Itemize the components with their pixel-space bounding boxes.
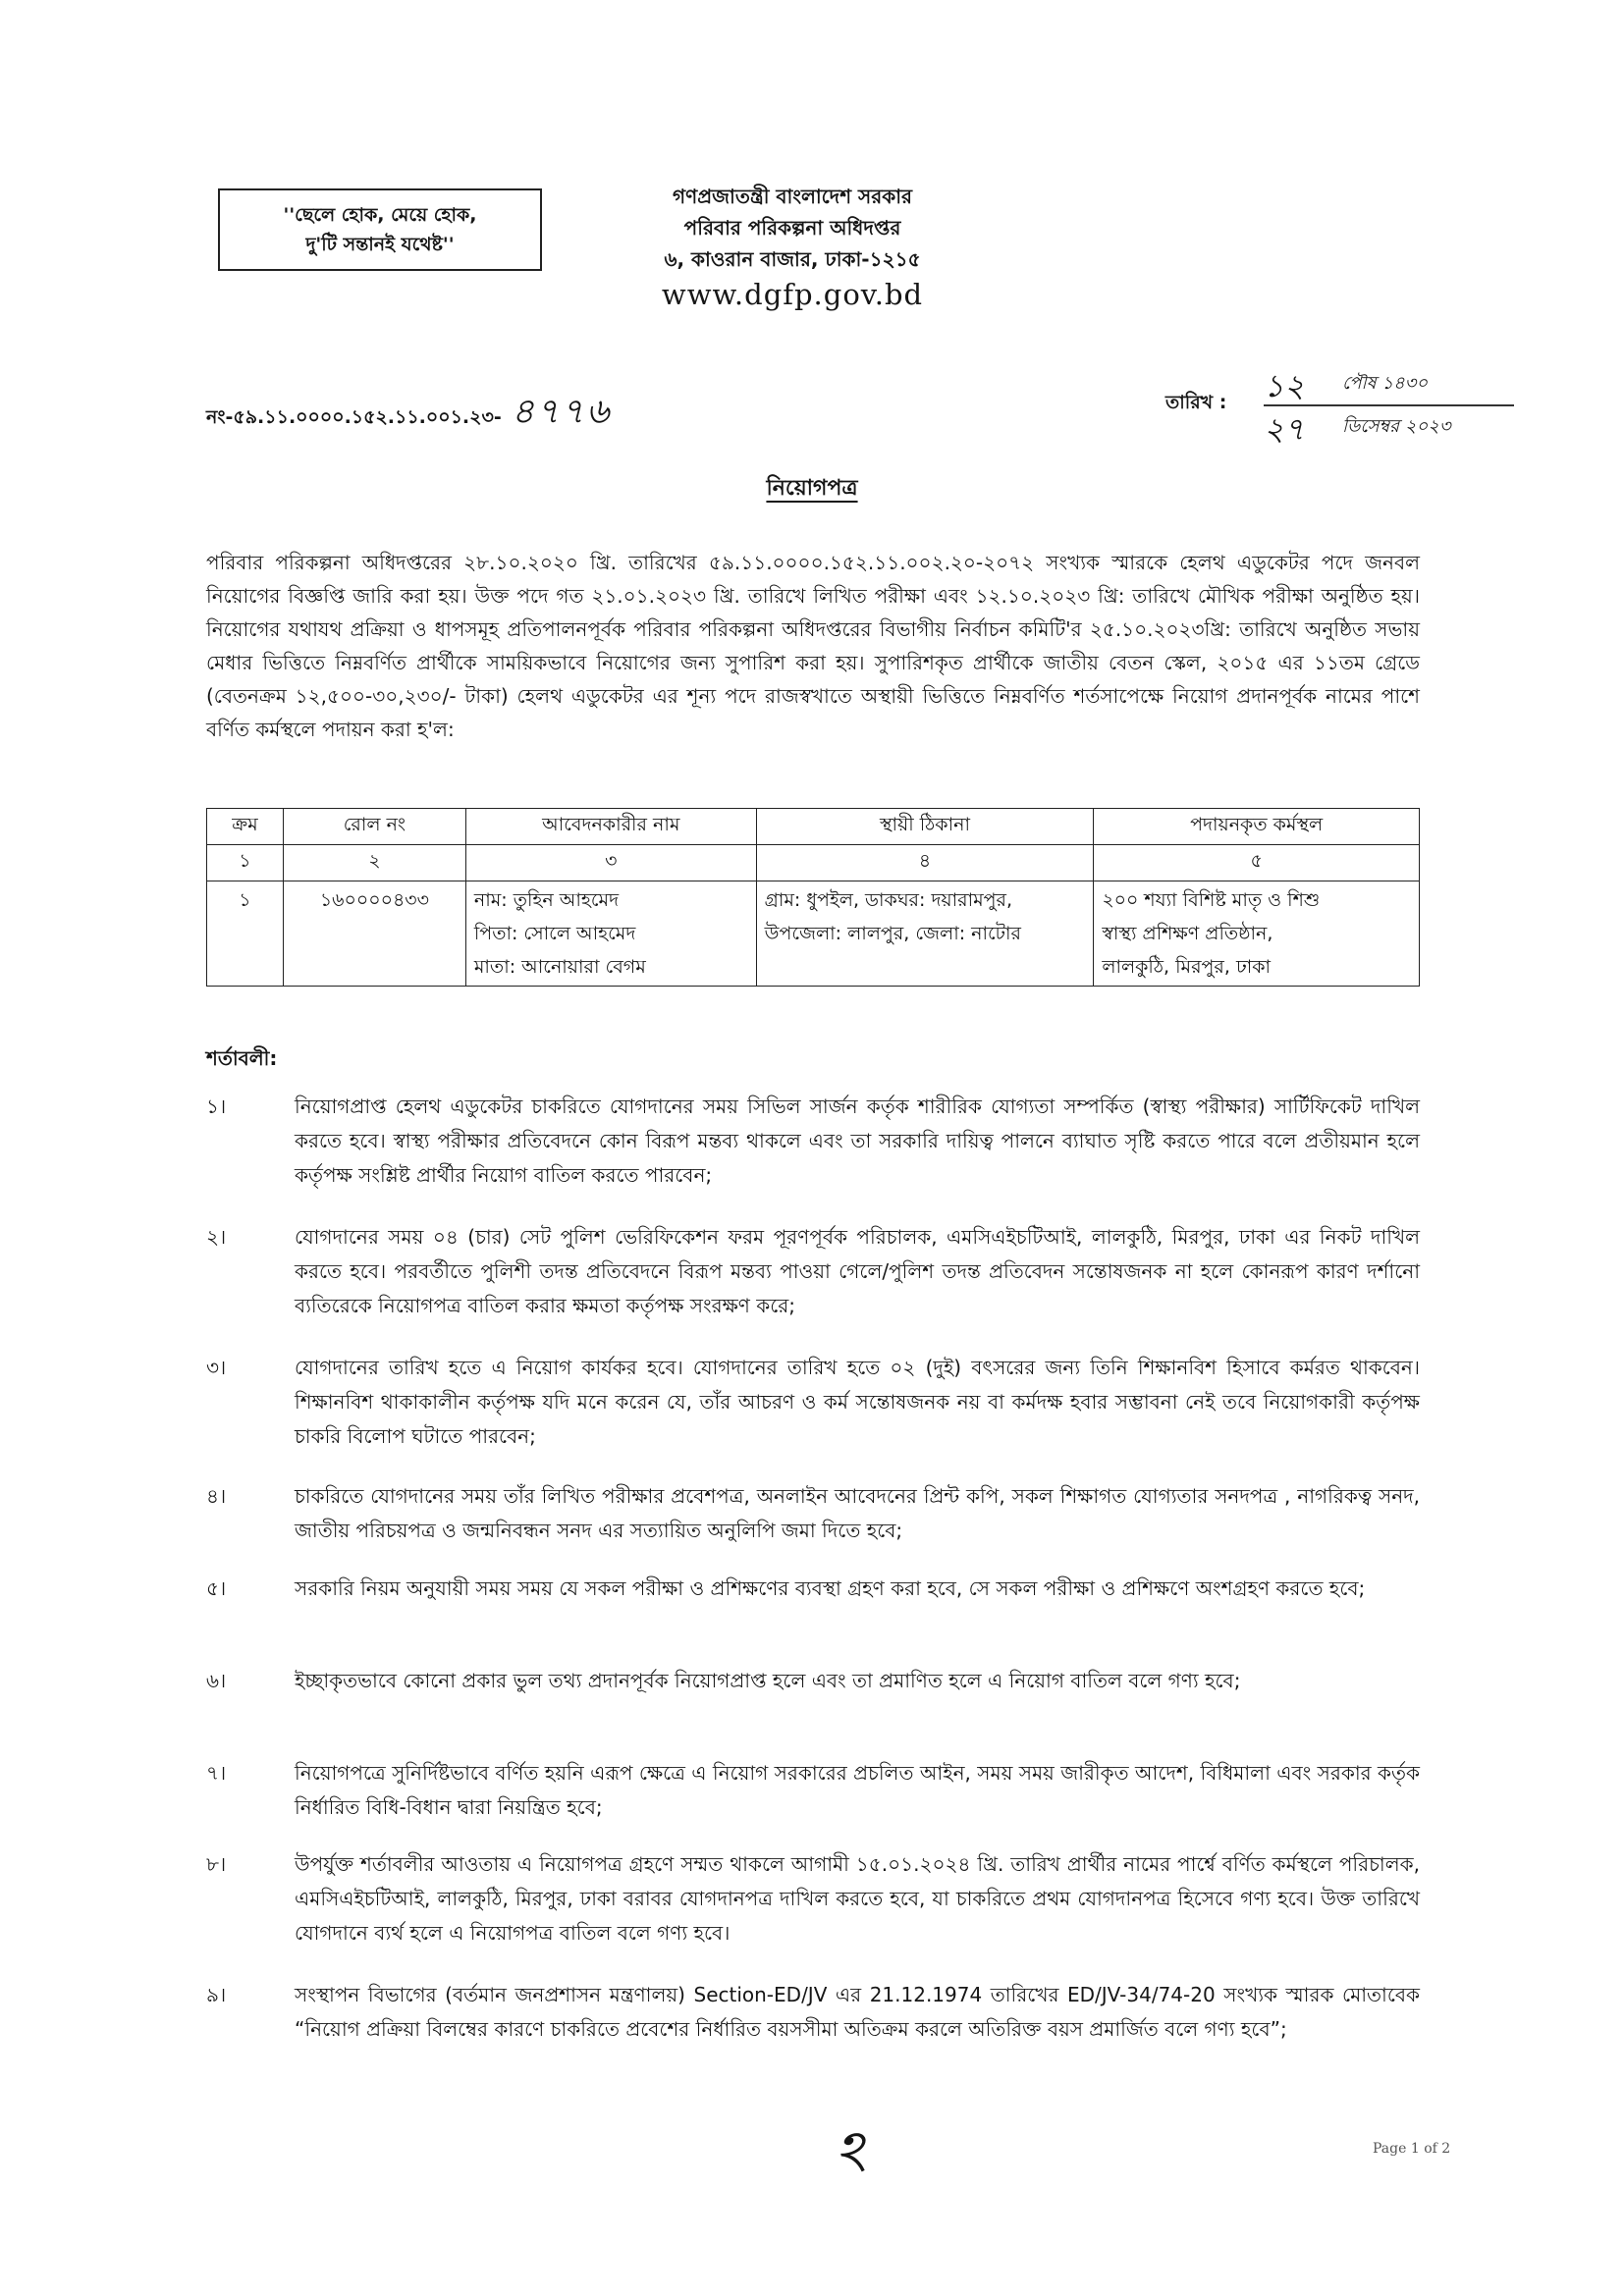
col-number: ৫: [1094, 845, 1420, 881]
page-number: Page 1 of 2: [1373, 2141, 1451, 2157]
cell-roll: ১৬০০০০৪৩৩: [283, 881, 465, 987]
cell-address: [756, 881, 1094, 987]
condition-item: [206, 1664, 1420, 1698]
col-header-roll: রোল নং: [283, 809, 465, 845]
slogan-line-1: ''ছেলে হোক, মেয়ে হোক,: [283, 204, 477, 226]
address-line: উপজেলা: লালপুর, জেলা: নাটোর: [764, 923, 1021, 944]
memo-handwritten-number: ৪৭৭৬: [511, 392, 612, 432]
col-header-serial: ক্রম: [207, 809, 284, 845]
department-name: পরিবার পরিকল্পনা অধিদপ্তর: [683, 216, 901, 240]
condition-text: উপর্যুক্ত শর্তাবলীর আওতায় এ নিয়োগপত্র গ্রহণে সম্মত থাকলে আগামী ১৫.০১.২০২৪ খ্রি. তারিখ প্রার্থীর নামের পার্শ্বে বর্ণিত কর্মস্থলে পরিচালক, এমসিএইচটিআই, লালকুঠি, মিরপুর, ঢাকা বরাবর যোগদানপত্র দাখিল করতে হবে, যা চাকরিতে প্রথম যোগদানপত্র হিসেবে গণ্য হবে। উক্ত তারিখে যোগদানে ব্যর্থ হলে এ নিয়োগপত্র বাতিল বলে গণ্য হবে।: [295, 1852, 1420, 1945]
condition-number: ২।: [206, 1225, 227, 1249]
letterhead: [616, 181, 969, 314]
condition-item: [206, 1351, 1420, 1454]
date-day-bangla: ১২: [1264, 367, 1305, 404]
address-line: গ্রাম: ধুপইল, ডাকঘর: দয়ারামপুর,: [764, 889, 1013, 911]
col-header-address: স্থায়ী ঠিকানা: [756, 809, 1094, 845]
slogan-line-2: দু'টি সন্তানই যথেষ্ট'': [305, 234, 455, 255]
date-month-bangla: পৌষ ১৪৩০: [1342, 373, 1429, 394]
date-label: তারিখ :: [1165, 392, 1227, 413]
date-month-english: ডিসেম্বর ২০২৩: [1342, 416, 1451, 437]
workplace-line: ২০০ শয্যা বিশিষ্ট মাতৃ ও শিশু: [1102, 889, 1321, 911]
col-number: ৪: [756, 845, 1094, 881]
condition-text: ইচ্ছাকৃতভাবে কোনো প্রকার ভুল তথ্য প্রদানপূর্বক নিয়োগপ্রাপ্ত হলে এবং তা প্রমাণিত হলে এ নিয়োগ বাতিল বলে গণ্য হবে;: [295, 1669, 1241, 1692]
condition-item: [206, 1220, 1420, 1323]
table-number-row: [207, 845, 1420, 881]
office-address: ৬, কাওরান বাজার, ঢাকা-১২১৫: [664, 247, 921, 271]
cell-workplace: [1094, 881, 1420, 987]
document-title: নিয়োগপত্র: [766, 476, 858, 501]
table-row: [207, 881, 1420, 987]
condition-text: নিয়োগপত্রে সুনির্দিষ্টভাবে বর্ণিত হয়নি এরূপ ক্ষেত্রে এ নিয়োগ সরকারের প্রচলিত আইন, সময় সময় জারীকৃত আদেশ, বিধিমালা এবং সরকার কর্তৃক নির্ধারিত বিধি-বিধান দ্বারা নিয়ন্ত্রিত হবে;: [295, 1761, 1420, 1819]
condition-number: ৪।: [206, 1484, 227, 1508]
document-title-wrap: [0, 471, 1624, 507]
col-number: ২: [283, 845, 465, 881]
condition-number: ৭।: [206, 1761, 227, 1785]
government-name: গণপ্রজাতন্ত্রী বাংলাদেশ সরকার: [673, 185, 912, 208]
workplace-line: লালকুঠি, মিরপুর, ঢাকা: [1102, 956, 1272, 978]
condition-number: ৯।: [206, 1983, 227, 2006]
condition-item: [206, 1756, 1420, 1825]
condition-text: সংস্থাপন বিভাগের (বর্তমান জনপ্রশাসন মন্ত্রণালয়) Section-ED/JV এর 21.12.1974 তারিখের ED/JV-34/74-20 সংখ্যক স্মারক মোতাবেক “নিয়োগ প্রক্রিয়া বিলম্বের কারণে চাকরিতে প্রবেশের নির্ধারিত বয়সসীমা অতিক্রম করলে অতিরিক্ত বয়স প্রমার্জিত বলে গণ্য হবে”;: [295, 1983, 1420, 2041]
col-header-workplace: পদায়নকৃত কর্মস্থল: [1094, 809, 1420, 845]
condition-number: ৬।: [206, 1669, 227, 1692]
condition-number: ৮।: [206, 1852, 227, 1876]
condition-text: সরকারি নিয়ম অনুযায়ী সময় সময় যে সকল পরীক্ষা ও প্রশিক্ষণের ব্যবস্থা গ্রহণ করা হবে, সে সকল পরীক্ষা ও প্রশিক্ষণে অংশগ্রহণ করতে হবে;: [295, 1576, 1366, 1600]
col-number: ১: [207, 845, 284, 881]
condition-item: [206, 1978, 1420, 2047]
intro-paragraph: পরিবার পরিকল্পনা অধিদপ্তরের ২৮.১০.২০২০ খ্রি. তারিখের ৫৯.১১.০০০০.১৫২.১১.০০২.২০-২০৭২ সংখ্যক স্মারকে হেলথ এডুকেটর পদে জনবল নিয়োগের বিজ্ঞপ্তি জারি করা হয়। উক্ত পদে গত ২১.০১.২০২৩ খ্রি. তারিখে লিখিত পরীক্ষা এবং ১২.১০.২০২৩ খ্রি: তারিখে মৌখিক পরীক্ষা অনুষ্ঠিত হয়। নিয়োগের যথাযথ প্রক্রিয়া ও ধাপসমূহ প্রতিপালনপূর্বক পরিবার পরিকল্পনা অধিদপ্তরের বিভাগীয় নির্বাচন কমিটি'র ২৫.১০.২০২৩খ্রি: তারিখে অনুষ্ঠিত সভায় মেধার ভিত্তিতে নিম্নবর্ণিত প্রার্থীকে সাময়িকভাবে নিয়োগের জন্য সুপারিশ করা হয়। সুপারিশকৃত প্রার্থীকে জাতীয় বেতন স্কেল, ২০১৫ এর ১১তম গ্রেডে (বেতনক্রম ১২,৫০০-৩০,২৩০/- টাকা) হেলথ এডুকেটর এর শূন্য পদে রাজস্বখাতে অস্থায়ী ভিত্তিতে নিম্নবর্ণিত শর্তসাপেক্ষে নিয়োগ প্রদানপূর্বক নামের পাশে বর্ণিত কর্মস্থলে পদায়ন করা হ'ল:: [206, 551, 1420, 741]
col-number: ৩: [465, 845, 756, 881]
date-day-english: ২৭: [1264, 410, 1305, 448]
condition-number: ১।: [206, 1095, 227, 1118]
condition-item: [206, 1847, 1420, 1950]
condition-text: যোগদানের সময় ০৪ (চার) সেট পুলিশ ভেরিফিকেশন ফরম পূরণপূর্বক পরিচালক, এমসিএইচটিআই, লালকুঠি, মিরপুর, ঢাকা এর নিকট দাখিল করতে হবে। পরবর্তীতে পুলিশী তদন্ত প্রতিবেদনে বিরূপ মন্তব্য পাওয়া গেলে/পুলিশ তদন্ত প্রতিবেদন সন্তোষজনক না হলে কোনরূপ কারণ দর্শানো ব্যতিরেকে নিয়োগপত্র বাতিল করার ক্ষমতা কর্তৃপক্ষ সংরক্ষণ করে;: [295, 1225, 1420, 1317]
cell-serial: ১: [207, 881, 284, 987]
applicant-mother: মাতা: আনোয়ারা বেগম: [473, 956, 646, 978]
memo-number-text: নং-৫৯.১১.০০০০.১৫২.১১.০০১.২৩-: [206, 406, 502, 428]
workplace-line: স্বাস্থ্য প্রশিক্ষণ প্রতিষ্ঠান,: [1102, 923, 1273, 944]
signature-mark: ঽ: [835, 2118, 866, 2185]
applicant-father: পিতা: সোলে আহমেদ: [473, 923, 636, 944]
condition-text: নিয়োগপ্রাপ্ত হেলথ এডুকেটর চাকরিতে যোগদানের সময় সিভিল সার্জন কর্তৃক শারীরিক যোগ্যতা সম্পর্কিত (স্বাস্থ্য পরীক্ষার) সার্টিফিকেট দাখিল করতে হবে। স্বাস্থ্য পরীক্ষার প্রতিবেদনে কোন বিরূপ মন্তব্য থাকলে এবং তা সরকারি দায়িত্ব পালনে ব্যাঘাত সৃষ্টি করতে পারে বলে প্রতীয়মান হলে কর্তৃপক্ষ সংশ্লিষ্ট প্রার্থীর নিয়োগ বাতিল করতে পারবেন;: [295, 1095, 1420, 1187]
condition-number: ৩।: [206, 1356, 227, 1379]
condition-item: [206, 1090, 1420, 1193]
applicant-name: নাম: তুহিন আহমেদ: [473, 889, 620, 911]
condition-text: যোগদানের তারিখ হতে এ নিয়োগ কার্যকর হবে। যোগদানের তারিখ হতে ০২ (দুই) বৎসরের জন্য তিনি শিক্ষানবিশ হিসাবে কর্মরত থাকবেন। শিক্ষানবিশ থাকাকালীন কর্তৃপক্ষ যদি মনে করেন যে, তাঁর আচরণ ও কর্ম সন্তোষজনক নয় বা কর্মদক্ষ হবার সম্ভাবনা নেই তবে নিয়োগকারী কর্তৃপক্ষ চাকরি বিলোপ ঘটাতে পারবেন;: [295, 1356, 1420, 1448]
conditions-heading: শর্তাবলী:: [206, 1046, 278, 1070]
memo-number: [206, 385, 611, 444]
condition-number: ৫।: [206, 1576, 227, 1600]
table-header-row: [207, 809, 1420, 845]
slogan-box: [218, 188, 542, 271]
condition-item: [206, 1572, 1420, 1606]
website-link[interactable]: www.dgfp.gov.bd: [661, 278, 924, 311]
appointment-table: [206, 808, 1420, 987]
cell-applicant: [465, 881, 756, 987]
condition-item: [206, 1479, 1420, 1548]
col-header-name: আবেদনকারীর নাম: [465, 809, 756, 845]
condition-text: চাকরিতে যোগদানের সময় তাঁর লিখিত পরীক্ষার প্রবেশপত্র, অনলাইন আবেদনের প্রিন্ট কপি, সকল শিক্ষাগত যোগ্যতার সনদপত্র , নাগরিকত্ব সনদ, জাতীয় পরিচয়পত্র ও জন্মনিবন্ধন সনদ এর সত্যায়িত অনুলিপি জমা দিতে হবে;: [295, 1484, 1420, 1542]
